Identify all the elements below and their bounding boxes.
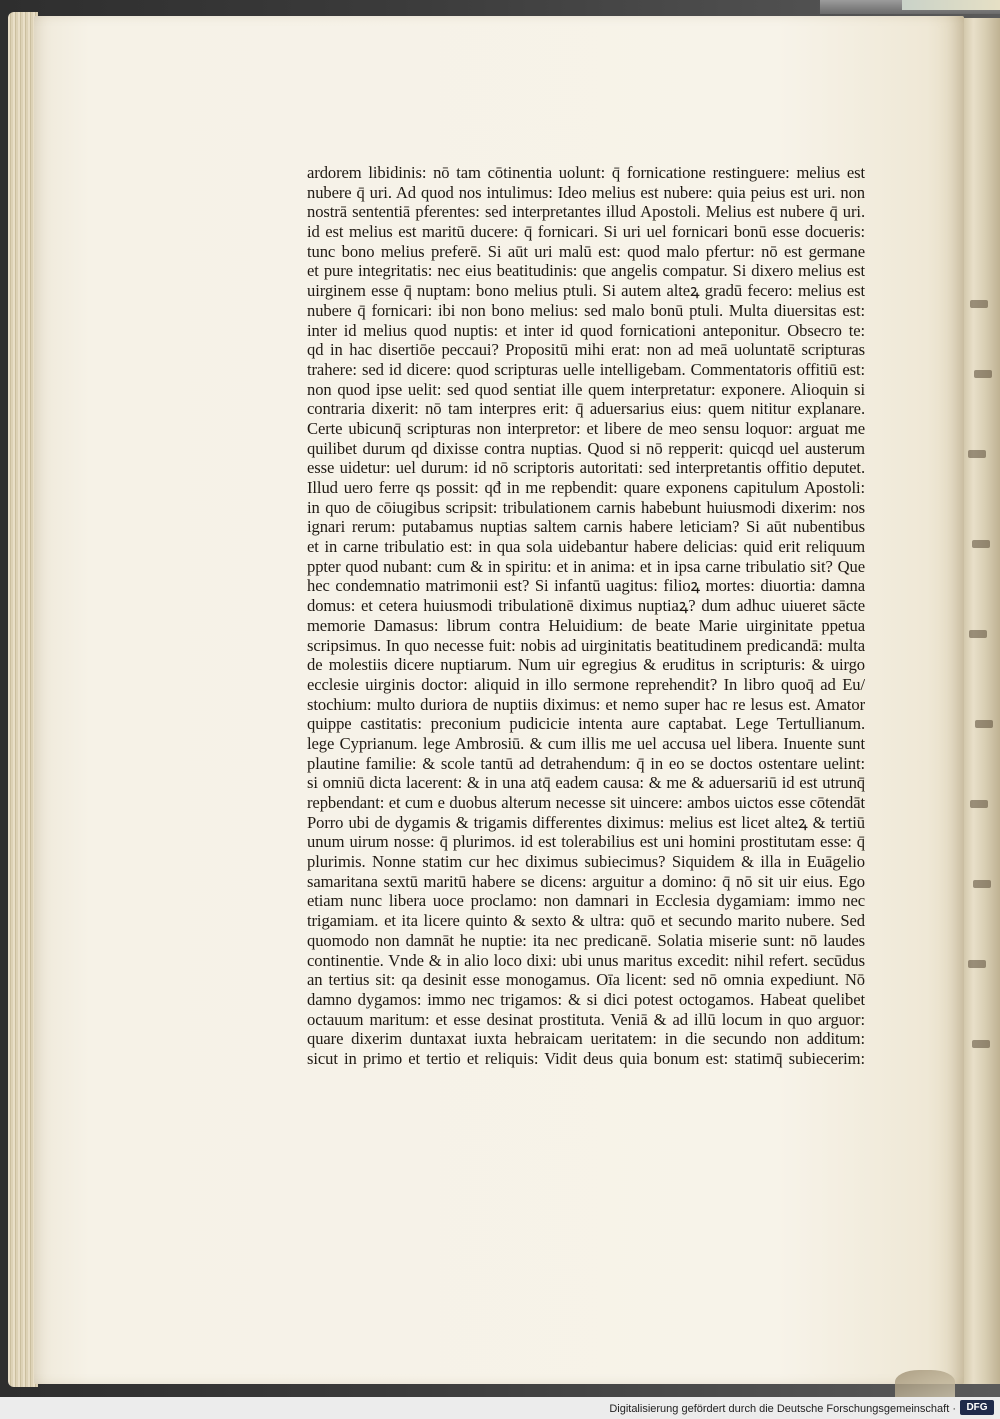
text-line: de molestiis dicere nuptiarum. Num uir egregius & eruditus in scripturis: & uirgo xyxy=(307,655,865,675)
color-calibration-strip xyxy=(902,0,1000,10)
text-line: ignari rerum: putabamus nuptias saltem carnis habere leticiam? Si aūt nubentibus xyxy=(307,517,865,537)
adjacent-page-fragments xyxy=(966,300,996,1060)
text-line: octauum maritum: et esse desinat prostituta. Veniā & ad illū locum in quo arguor: xyxy=(307,1009,865,1029)
text-line: an tertius sit: qa desinit esse monogamus. Oīa licent: sed nō omnia expediunt. Nō xyxy=(307,970,865,990)
text-line: Porro ubi de dygamis & trigamis differentes diximus: melius est licet alteꝝ & tertiū xyxy=(307,812,865,832)
text-line: id est melius est maritū ducere: q̄ fornicari. Si uri uel fornicari bonū esse docueris: xyxy=(307,222,865,242)
text-line: nubere q̄ uri. Ad quod nos intulimus: Ideo melius est nubere: quia peius est uri. non xyxy=(307,182,865,202)
text-line: ardorem libidinis: nō tam cōtinentia uolunt: q̄ fornicatione restinguere: melius est xyxy=(307,163,865,182)
text-line: scripsimus. In quo necesse fuit: nobis ad uirginitatis beatitudinem predicandā: multa xyxy=(307,635,865,655)
text-line: etiam nunc libera uoce proclamo: non damnari in Ecclesia dygamiam: immo nec xyxy=(307,891,865,911)
text-line: repbendant: et cum e duobus alterum necesse sit uincere: ambos uictos esse cōtendāt xyxy=(307,793,865,812)
text-line: domus: et cetera huiusmodi tribulationē diximus nuptiaꝝ? dum adhuc uiueret sācte xyxy=(307,596,865,616)
text-line: plurimis. Nonne statim cur hec diximus subiecimus? Siquidem & illa in Euāgelio xyxy=(307,852,865,872)
text-line: trigamiam. et ita licere quinto & sexto & ultra: quō et secundo marito nubere. Sed xyxy=(307,911,865,931)
text-line: quomodo non damnāt he nuptie: ita nec predicanē. Solatia miserie sunt: nō laudes xyxy=(307,930,865,950)
text-line: hec condemnatio matrimonii est? Si infantū uagitus: filioꝝ mortes: diuortia: damna xyxy=(307,576,865,596)
text-line: memorie Damasus: librum contra Heluidium: de beate Marie uirginitate ppetua xyxy=(307,615,865,635)
text-column xyxy=(307,163,865,1069)
text-line: ppter quod nubant: cum & in spiritu: et in anima: et in ipsa carne tribulatio sit? Que xyxy=(307,556,865,576)
text-line: plautine familie: & scole tantū ad detrahendum: q̄ in eo se doctos ostentare uelint: xyxy=(307,753,865,773)
text-line: si omniū dicta lacerent: & in una atq̄ eadem causa: & me & aduersariū id est utrunq̄ xyxy=(307,773,865,793)
text-line: inter id melius quod nuptis: et inter id quod fornicationi anteponitur. Obsecro te: xyxy=(307,320,865,340)
text-line: Illud uero ferre qs possit: qđ in me repbendit: quare exponens capitulum Apostoli: xyxy=(307,478,865,497)
text-line: unum uirum nosse: q̄ plurimos. id est tolerabilius est uni homini prostitutam esse: q̄ xyxy=(307,832,865,852)
text-line: samaritana sextū maritū habere se dicens: arguitur a domino: q̄ nō sit uir eius. Ego xyxy=(307,871,865,891)
text-line: in quo de cōiugibus scripsit: tribulationem carnis habebunt huiusmodi dixerim: nos xyxy=(307,497,865,517)
text-line: Certe ubicunq̄ scripturas non interpretor: et libere de meo sensu loquor: arguat me xyxy=(307,418,865,438)
text-line: lege Cyprianum. lege Ambrosiū. & cum illis me uel accusa uel libera. Inuente sunt xyxy=(307,733,865,753)
text-line: esse uidetur: uel durum: id nō scriptoris autoritati: sed interpretantis offitio deputet. xyxy=(307,458,865,478)
text-line: quilibet durum qd dixisse contra nuptias. Quod si nō repperit: quicqd uel austerum xyxy=(307,438,865,458)
text-line: qd in hac disertiōe peccaui? Propositū mihi erat: non ad meā uoluntatē scripturas xyxy=(307,340,865,360)
text-line: ecclesie uirginis doctor: aliquid in illo sermone reprehendit? In libro quoq̄ ad Eu/ xyxy=(307,674,865,694)
text-line: trahere: sed id dicere: quod scripturas uelle intelligebam. Commentatoris offitiū est: xyxy=(307,359,865,379)
text-line: tunc bono melius preferē. Si aūt uri malū est: quod malo pfertur: nō est germane xyxy=(307,241,865,261)
text-line: uirginem esse q̄ nuptam: bono melius ptuli. Si autem alteꝝ gradū fecero: melius est xyxy=(307,281,865,301)
text-line: contraria dixerit: nō tam interpres erit: q̄ aduersarius eius: quem nititur explanare. xyxy=(307,399,865,419)
text-line: nostrā sententiā pferentes: sed interpretantes illud Apostoli. Melius est nubere q̄ uri. xyxy=(307,202,865,222)
dfg-logo: DFG xyxy=(960,1400,994,1415)
text-line: quare dixerim duntaxat iuxta hebraicam ueritatem: in die secundo non additum: xyxy=(307,1029,865,1049)
bookmark-ribbon xyxy=(895,1370,955,1400)
text-line: continentie. Vnde & in alio loco dixi: ubi unus maritus excedit: nihil refert. secūdus xyxy=(307,950,865,970)
text-line: damno dygamos: immo nec trigamos: & si dici potest octogamos. Habeat quelibet xyxy=(307,989,865,1009)
text-line: quippe castitatis: preconium pudicicie intenta aure captabat. Lege Tertullianum. xyxy=(307,714,865,734)
text-line: et pure integritatis: nec eius beatitudinis: que angelis compatur. Si dixero melius est xyxy=(307,261,865,281)
text-line: non quod ipse uelit: sed quod sentiat ille quem interpretatur: exponere. Alioquin si xyxy=(307,379,865,399)
text-line: stochium: multo duriora de nuptiis diximus: et nemo super hac re lesus est. Amator xyxy=(307,694,865,714)
footer-credit: Digitalisierung gefördert durch die Deutsche Forschungsgemeinschaft · xyxy=(609,1403,956,1415)
text-line: nubere q̄ fornicari: ibi non bono melius: sed malo bonū ptuli. Multa diuersitas est: xyxy=(307,300,865,320)
text-line: sicut in primo et tertio et reliquis: Vidit deus quia bonum est: statimq̄ subiecerim: xyxy=(307,1048,865,1068)
text-line: et in carne tribulatio est: in qua sola uidebantur habere delicias: quid erit reliquum xyxy=(307,537,865,557)
